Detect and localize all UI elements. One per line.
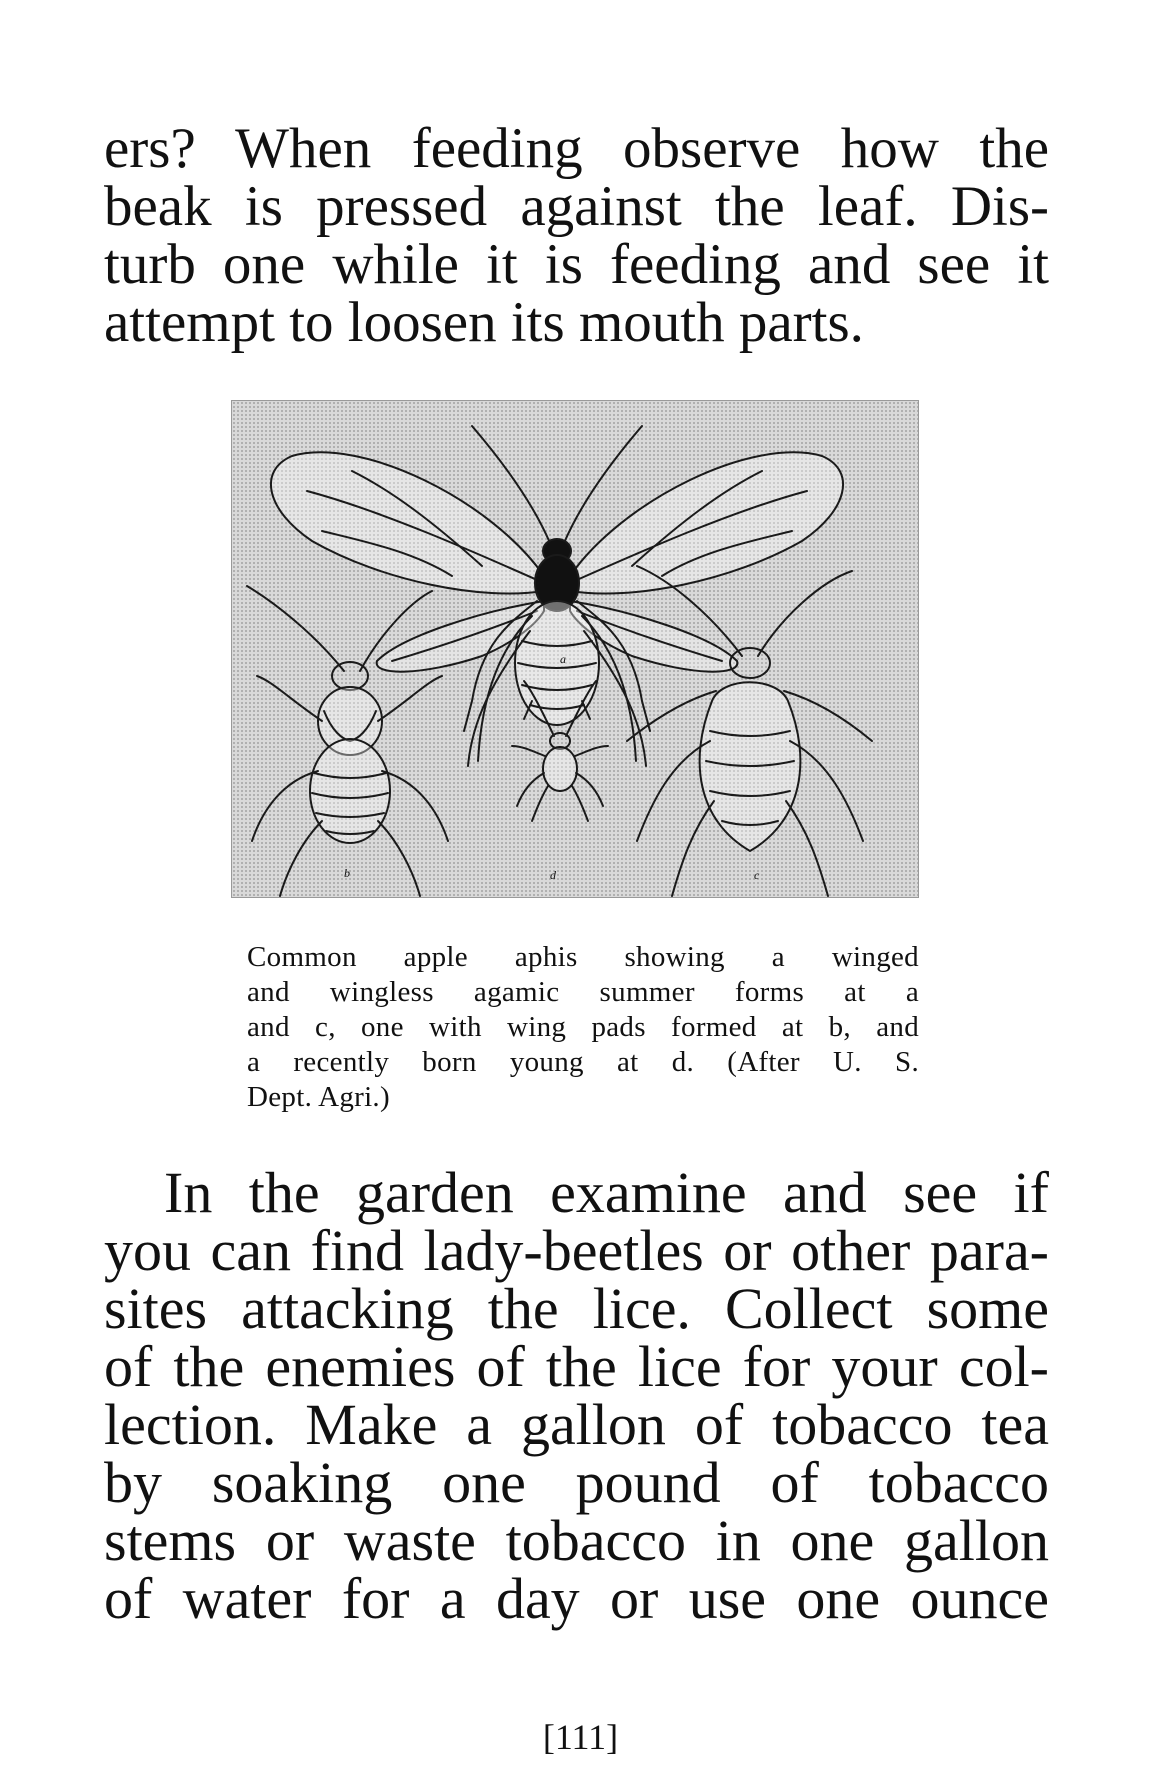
aphis-with-wing-pads — [247, 586, 448, 896]
caption-line: and c, one with wing pads formed at b, and — [247, 1011, 919, 1043]
paragraph-line: beak is pressed against the leaf. Dis- — [104, 175, 1049, 238]
figure-label-b: b — [344, 866, 350, 880]
wingless-agamic-aphis — [627, 566, 872, 896]
paragraph-line: turb one while it is feeding and see it — [104, 233, 1049, 296]
paragraph-line: by soaking one pound of tobacco — [104, 1450, 1049, 1515]
paragraph-line: attempt to loosen its mouth parts. — [104, 291, 864, 354]
paragraph-line: of water for a day or use one ounce — [104, 1566, 1049, 1631]
caption-line: a recently born young at d. (After U. S. — [247, 1046, 919, 1078]
figure-label-a: a — [560, 652, 566, 666]
bottom-paragraph — [104, 1160, 1049, 1631]
figure-caption — [247, 940, 919, 1115]
page-number — [0, 1717, 1161, 1757]
paragraph-line: ers? When feeding observe how the — [104, 117, 1049, 180]
figure-label-c: c — [754, 868, 760, 882]
paragraph-line: In the garden examine and see if — [164, 1160, 1049, 1225]
paragraph-line: of the enemies of the lice for your col- — [104, 1334, 1049, 1399]
caption-line: and wingless agamic summer forms at a — [247, 976, 919, 1008]
caption-line: Dept. Agri.) — [247, 1081, 390, 1113]
paragraph-line: stems or waste tobacco in one gallon — [104, 1508, 1049, 1573]
paragraph-line: sites attacking the lice. Collect some — [104, 1276, 1049, 1341]
aphis-illustration — [231, 400, 919, 898]
paragraph-line: you can find lady-beetles or other para- — [104, 1218, 1049, 1283]
figure-label-d: d — [550, 868, 556, 882]
top-paragraph — [104, 117, 1049, 354]
caption-line: Common apple aphis showing a winged — [247, 941, 919, 973]
aphis-drawing — [232, 401, 919, 898]
page-number-text: [111] — [542, 1717, 619, 1757]
paragraph-line: lection. Make a gallon of tobacco tea — [104, 1392, 1049, 1457]
